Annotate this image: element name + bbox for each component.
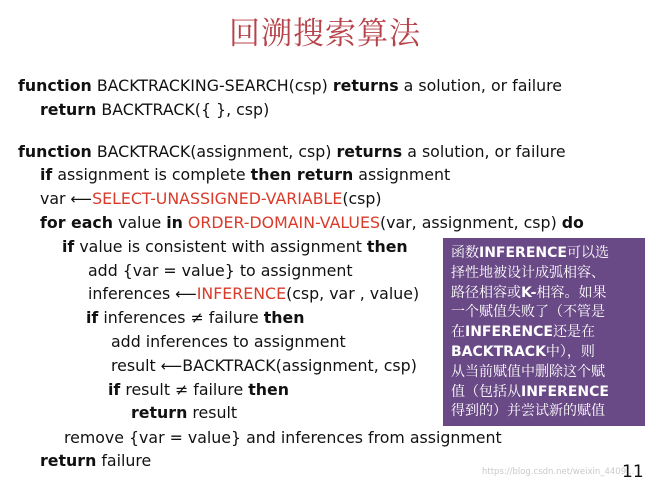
keyword: then return	[250, 165, 354, 184]
assign-arrow-icon: ⟵	[70, 190, 93, 208]
callout-text: 还是在	[552, 324, 595, 341]
callout-term: K-	[521, 284, 537, 301]
code-text: (csp)	[342, 189, 382, 208]
callout-line-8	[451, 383, 639, 403]
code-text: inferences	[88, 284, 176, 303]
code-text: value is consistent with assignment	[74, 237, 367, 256]
code-line-13	[108, 380, 289, 400]
assign-arrow-icon: ⟵	[160, 357, 183, 375]
callout-term: INFERENCE	[479, 245, 567, 261]
code-line-14	[131, 403, 237, 423]
code-line-4	[40, 165, 450, 185]
code-text: assignment	[353, 165, 451, 184]
keyword: do	[561, 213, 584, 232]
callout-line-4	[451, 303, 639, 323]
keyword: then	[366, 237, 408, 256]
keyword: function	[18, 142, 92, 161]
keyword: in	[166, 213, 183, 232]
code-line-10	[86, 308, 304, 328]
callout-text: 路径相容或	[451, 284, 521, 301]
code-line-9	[88, 284, 419, 304]
code-text: a solution, or failure	[402, 142, 566, 161]
keyword: then	[263, 308, 305, 327]
assign-arrow-icon: ⟵	[175, 285, 197, 303]
callout-term: INFERENCE	[521, 383, 609, 400]
keyword: function	[18, 76, 92, 95]
code-text: result ≠ failure	[120, 380, 249, 399]
code-line-8	[88, 261, 353, 281]
code-text: value	[113, 213, 167, 232]
code-text: add {var = value} to assignment	[88, 261, 353, 280]
keyword: return	[131, 403, 188, 422]
slide-title: 回溯搜索算法	[229, 16, 421, 52]
keyword: returns	[332, 76, 399, 95]
code-line-5	[40, 189, 382, 209]
callout-line-6	[451, 343, 639, 363]
code-line-2	[40, 100, 269, 120]
callout-line-7	[451, 363, 639, 383]
code-text: (csp, var , value)	[286, 284, 420, 303]
code-line-11	[111, 332, 346, 352]
code-line-16	[40, 451, 151, 471]
callout-text: 函数	[451, 245, 479, 261]
keyword: for each	[40, 213, 113, 232]
code-text: var	[40, 189, 71, 208]
callout-line-9	[451, 402, 639, 422]
code-text: add inferences to assignment	[111, 332, 346, 351]
code-line-6	[40, 213, 584, 233]
keyword: if	[86, 308, 99, 327]
inference-note-callout	[443, 238, 645, 426]
code-text: result	[187, 403, 238, 422]
keyword: if	[40, 165, 53, 184]
watermark: https://blog.csdn.net/weixin_4409...	[482, 467, 635, 477]
callout-text: 得到的）并尝试新的赋值	[451, 403, 605, 420]
code-text: BACKTRACKING-SEARCH(csp)	[91, 76, 333, 95]
code-line-3	[18, 142, 566, 162]
callout-text: 在	[451, 324, 465, 341]
code-text: (var, assignment, csp)	[379, 213, 562, 232]
callout-text: 择性地被设计成弧相容、	[451, 264, 605, 281]
keyword: returns	[336, 142, 403, 161]
code-text: BACKTRACK(assignment, csp)	[91, 142, 337, 161]
callout-text: 一个赋值失败了（不管是	[451, 304, 605, 321]
function-name: INFERENCE	[196, 284, 287, 303]
code-text: failure	[96, 451, 152, 470]
callout-text: 值（包括从	[451, 383, 521, 400]
keyword: return	[40, 100, 97, 119]
function-name: ORDER-DOMAIN-VALUES	[187, 213, 380, 232]
page-number: 11	[622, 462, 644, 482]
keyword: return	[40, 451, 97, 470]
callout-text: 可以选	[566, 245, 609, 261]
code-text: assignment is complete	[52, 165, 251, 184]
callout-text: 从当前赋值中删除这个赋	[451, 363, 605, 380]
callout-line-5	[451, 323, 639, 343]
function-name: SELECT-UNASSIGNED-VARIABLE	[92, 189, 343, 208]
code-text: BACKTRACK({ }, csp)	[96, 100, 270, 119]
callout-text: 中），则	[545, 343, 595, 360]
callout-text: 相容。如果	[536, 284, 607, 301]
code-text: BACKTRACK(assignment, csp)	[182, 356, 417, 375]
callout-line-2	[451, 264, 639, 284]
keyword: if	[108, 380, 121, 399]
callout-line-3	[451, 284, 639, 304]
code-line-12	[111, 356, 417, 376]
code-text: a solution, or failure	[398, 76, 563, 95]
callout-term: BACKTRACK	[451, 343, 546, 360]
callout-term: INFERENCE	[465, 324, 553, 341]
keyword: then	[248, 380, 289, 399]
code-line-7	[62, 237, 408, 257]
callout-line-1	[451, 244, 639, 264]
code-text: remove {var = value} and inferences from assignment	[64, 428, 502, 447]
code-text: inferences ≠ failure	[98, 308, 264, 327]
keyword: if	[62, 237, 75, 256]
code-line-15	[64, 428, 502, 448]
code-line-1	[18, 76, 562, 96]
code-text: result	[111, 356, 161, 375]
